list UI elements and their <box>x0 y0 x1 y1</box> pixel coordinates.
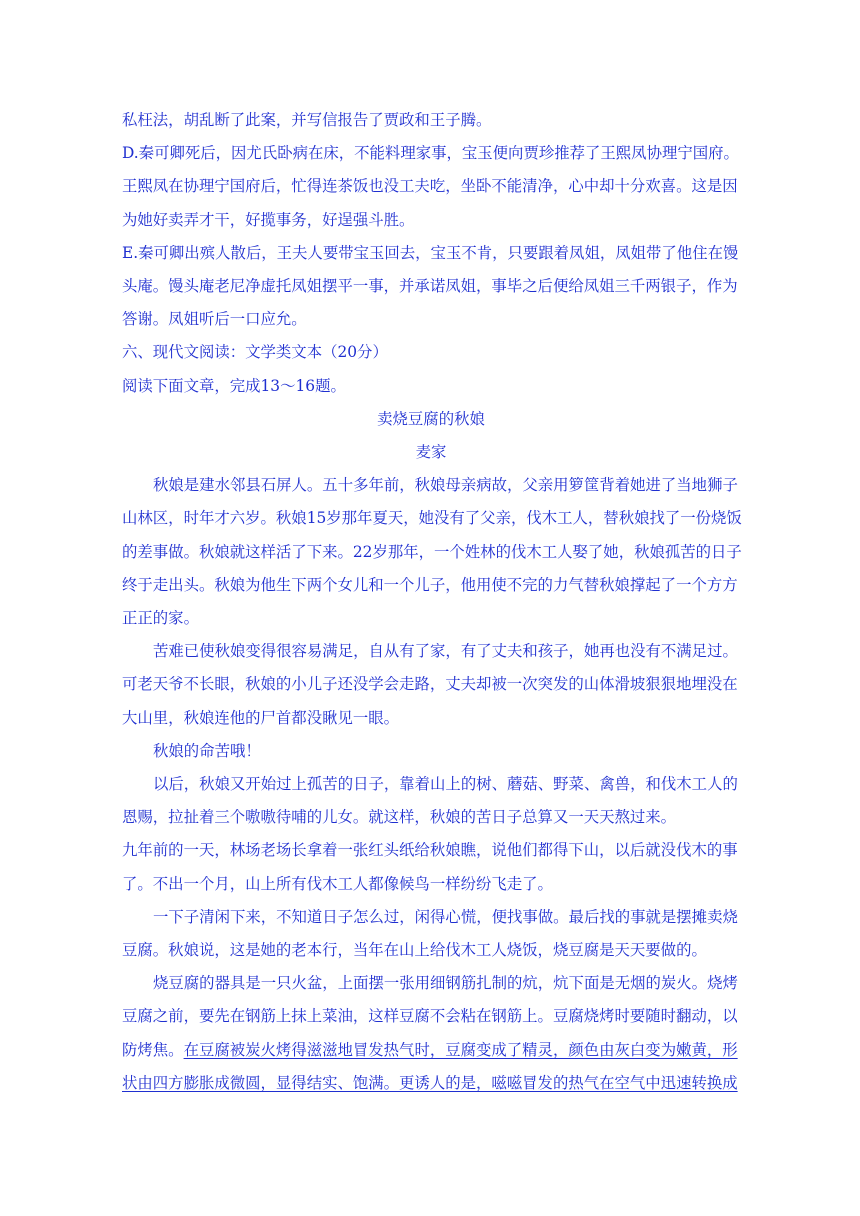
paragraph-line: 以后，秋娘又开始过上孤苦的日子，靠着山上的树、蘑菇、野菜、禽兽，和伐木工人的 <box>153 775 738 794</box>
text-line: 答谢。凤姐听后一口应允。 <box>122 310 307 329</box>
instruction-line: 阅读下面文章，完成13～16题。 <box>122 376 346 395</box>
article-author: 麦家 <box>415 443 447 462</box>
text-line: 私枉法，胡乱断了此案，并写信报告了贾政和王子腾。 <box>122 111 492 129</box>
section-heading: 六、现代文阅读：文学类文本（20分） <box>122 343 388 362</box>
paragraph-line: 豆腐之前，要先在钢筋上抹上菜油，这样豆腐不会粘在钢筋上。豆腐烧烤时要随时翻动，以 <box>122 1007 738 1026</box>
plain-text: 防烤焦。 <box>122 1040 184 1059</box>
document-page <box>122 104 740 1100</box>
paragraph-line: 可老天爷不长眼，秋娘的小儿子还没学会走路，丈夫却被一次突发的山体滑坡狠狠地埋没在 <box>122 675 738 694</box>
paragraph-line: 了。不出一个月，山上所有伐木工人都像候鸟一样纷纷飞走了。 <box>122 874 553 893</box>
paragraph-line: 正正的家。 <box>122 609 199 628</box>
paragraph-line: 苦难已使秋娘变得很容易满足，自从有了家，有了丈夫和孩子，她再也没有不满足过。 <box>153 642 738 661</box>
text-line: 王熙凤在协理宁国府后，忙得连茶饭也没工夫吃，坐卧不能清净，心中却十分欢喜。这是因 <box>122 177 738 196</box>
paragraph-line: 烧豆腐的器具是一只火盆，上面摆一张用细钢筋扎制的炕，炕下面是无烟的炭火。烧烤 <box>153 974 738 993</box>
underlined-line: 状由四方膨胀成微圆，显得结实、饱满。更诱人的是，嗞嗞冒发的热气在空气中迅速转换成 <box>122 1073 738 1092</box>
option-e-line: E.秦可卿出殡人散后，王夫人要带宝玉回去，宝玉不肯，只要跟着凤姐，凤姐带了他住在馒 <box>122 243 739 262</box>
paragraph-line: 山林区，时年才六岁。秋娘15岁那年夏天，她没有了父亲，伐木工人，替秋娘找了一份烧饭 <box>122 509 742 528</box>
paragraph-line: 秋娘是建水邻县石屏人。五十多年前，秋娘母亲病故，父亲用箩筐背着她进了当地狮子 <box>153 476 738 495</box>
paragraph-line: 豆腐。秋娘说，这是她的老本行，当年在山上给伐木工人烧饭，烧豆腐是天天要做的。 <box>122 941 707 960</box>
paragraph-line: 恩赐，拉扯着三个嗷嗷待哺的儿女。就这样，秋娘的苦日子总算又一天天熬过来。 <box>122 808 677 827</box>
underlined-text: 在豆腐被炭火烤得滋滋地冒发热气时，豆腐变成了精灵，颜色由灰白变为嫩黄，形 <box>183 1040 738 1059</box>
paragraph-line: 秋娘的命苦哦！ <box>153 741 261 760</box>
paragraph-line: 的差事做。秋娘就这样活了下来。22岁那年，一个姓林的伐木工人娶了她，秋娘孤苦的日子 <box>122 542 742 561</box>
text-line: 为她好卖弄才干，好揽事务，好逞强斗胜。 <box>122 210 415 229</box>
paragraph-line: 九年前的一天，林场老场长拿着一张红头纸给秋娘瞧，说他们都得下山，以后就没伐木的事 <box>122 841 738 860</box>
paragraph-line: 大山里，秋娘连他的尸首都没瞅见一眼。 <box>122 708 400 727</box>
option-d-line: D.秦可卿死后，因尤氏卧病在床，不能料理家事，宝玉便向贾珍推荐了王熙凤协理宁国府。 <box>122 144 739 163</box>
article-title: 卖烧豆腐的秋娘 <box>377 409 485 428</box>
paragraph-line: 终于走出头。秋娘为他生下两个女儿和一个儿子，他用使不完的力气替秋娘撑起了一个方方 <box>122 575 738 594</box>
paragraph-line-mixed <box>122 1034 740 1067</box>
text-line: 头庵。馒头庵老尼净虚托凤姐摆平一事，并承诺凤姐，事毕之后便给凤姐三千两银子，作为 <box>122 277 738 296</box>
paragraph-line: 一下子清闲下来，不知道日子怎么过，闲得心慌，便找事做。最后找的事就是摆摊卖烧 <box>153 907 738 926</box>
